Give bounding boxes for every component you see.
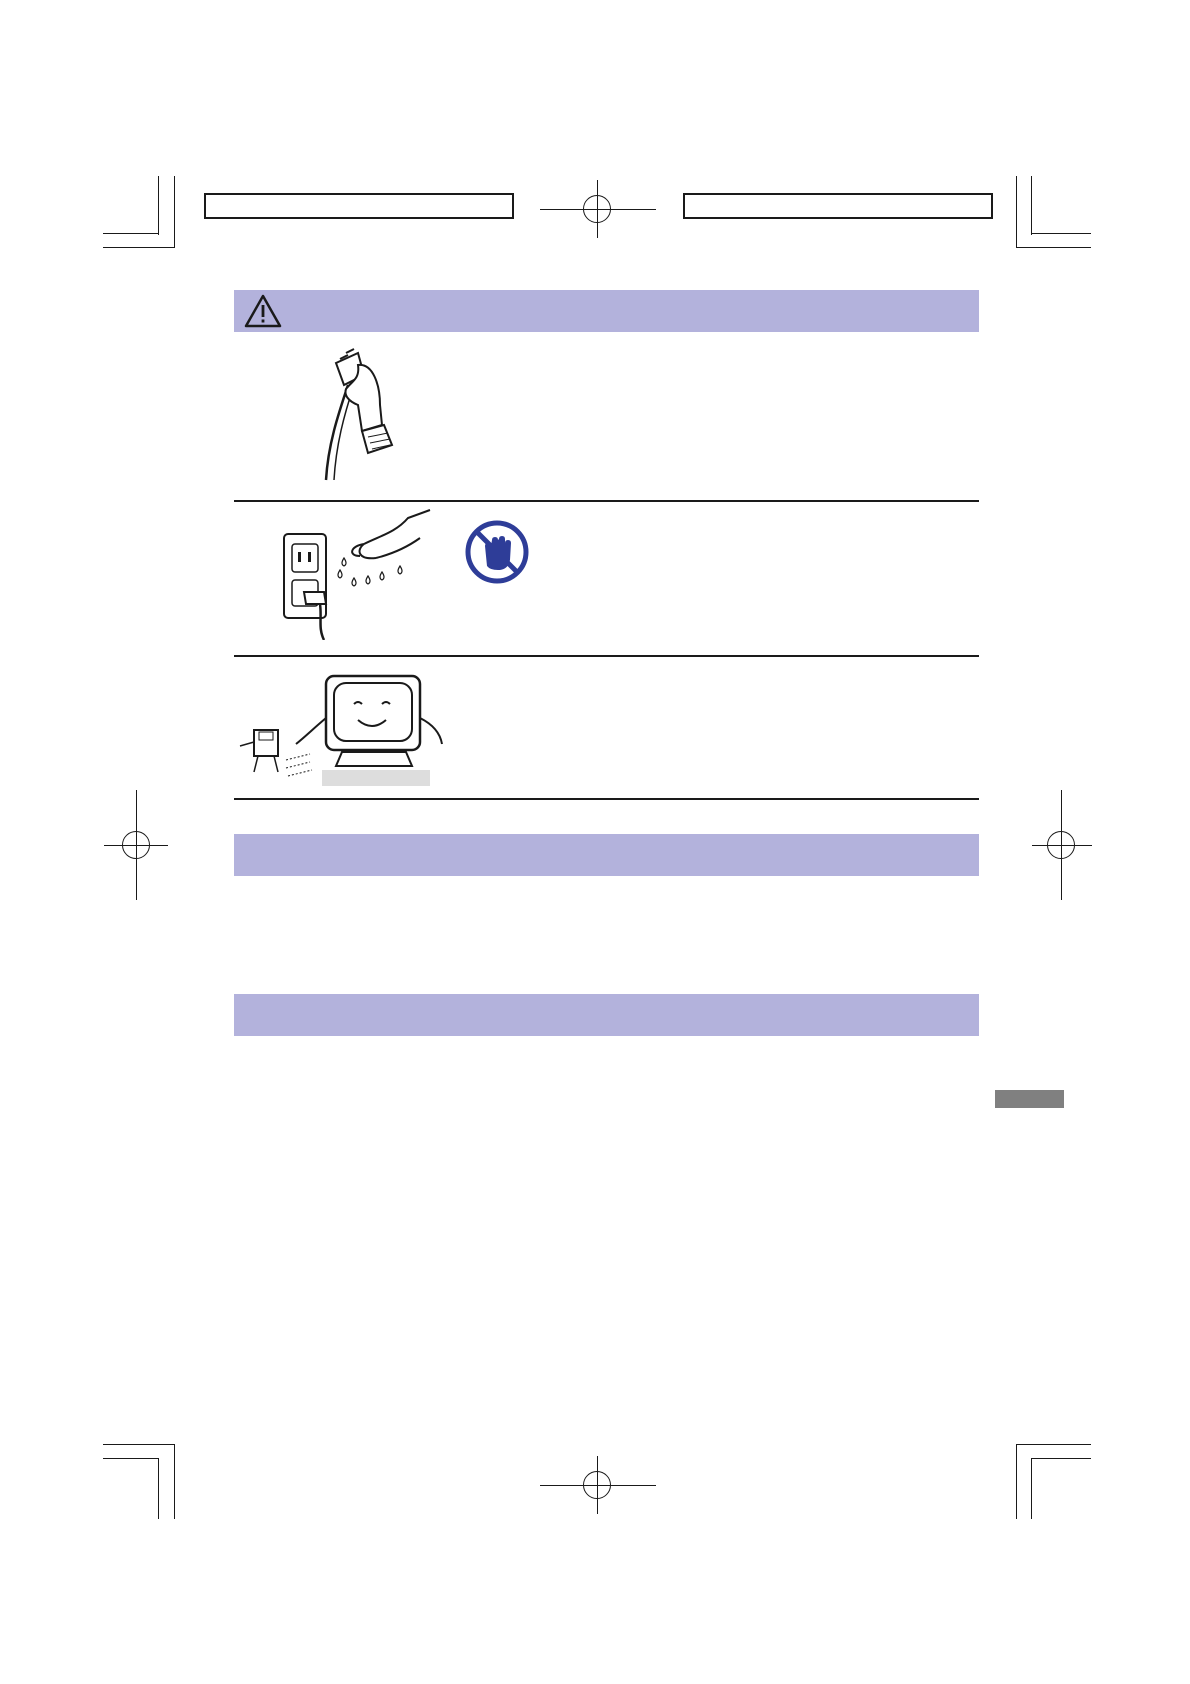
wet-hand-outlet-illustration [280, 508, 440, 640]
divider-3 [234, 798, 979, 800]
no-touch-icon [465, 520, 529, 584]
divider-1 [234, 500, 979, 502]
usage-header [234, 834, 979, 876]
divider-2 [234, 655, 979, 657]
language-tab-bar [995, 1090, 1064, 1108]
process-color-bar [683, 193, 993, 219]
grayscale-color-bar [204, 193, 514, 219]
warning-triangle-icon [244, 294, 282, 328]
caution-header [234, 290, 979, 332]
hand-pulling-plug-illustration [318, 345, 408, 485]
not-fault-header [234, 994, 979, 1036]
monitor-floppy-illustration [236, 672, 450, 788]
